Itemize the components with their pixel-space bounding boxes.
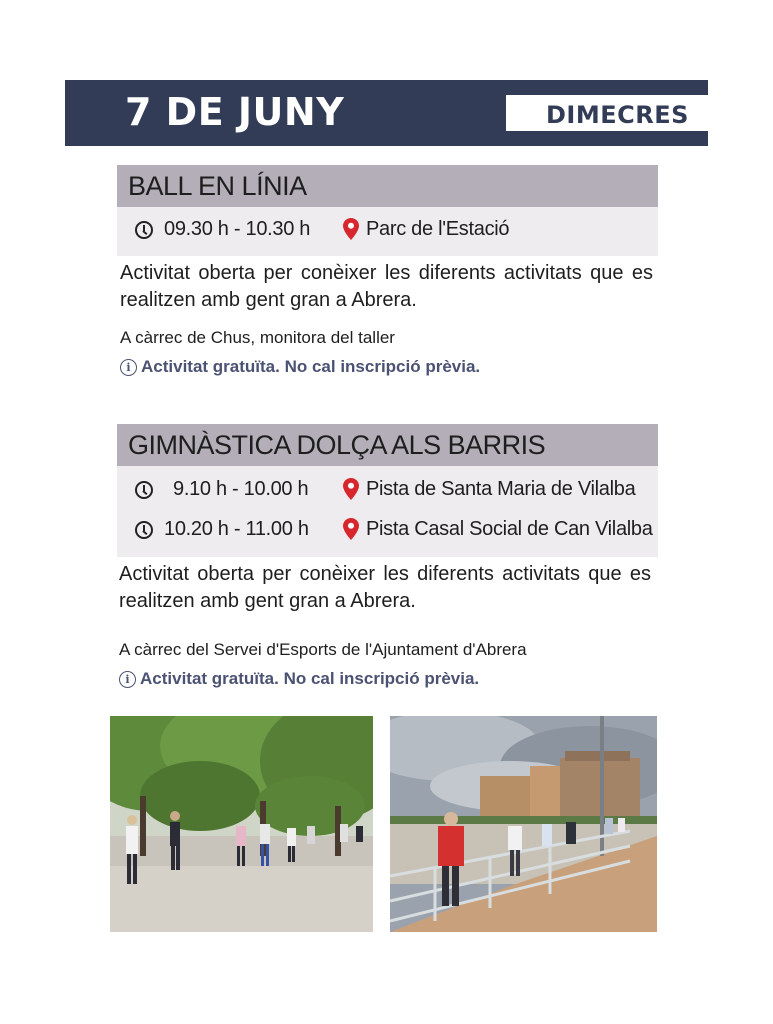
photo-gimnastica bbox=[390, 716, 657, 932]
location-pin-icon bbox=[343, 518, 359, 540]
weekday-badge bbox=[506, 95, 708, 131]
event-description: Activitat oberta per conèixer les diferents activitats que es realitzen amb gent gran a Abrera. bbox=[120, 262, 653, 311]
date-title: 7 DE JUNY bbox=[125, 90, 345, 134]
schedule-place: Parc de l'Estació bbox=[366, 218, 510, 240]
info-icon: i bbox=[119, 671, 136, 688]
court-photo bbox=[390, 716, 657, 932]
schedule-row bbox=[117, 216, 658, 246]
schedule-row bbox=[117, 516, 658, 546]
clock-icon bbox=[135, 481, 153, 499]
info-icon: i bbox=[120, 359, 137, 376]
event-note bbox=[119, 669, 479, 689]
schedule-time: 9.10 h - 10.00 h bbox=[173, 478, 309, 500]
location-pin-icon bbox=[343, 478, 359, 500]
clock-icon bbox=[135, 521, 153, 539]
event-note bbox=[120, 357, 480, 377]
event-title-gimnastica: GIMNÀSTICA DOLÇA ALS BARRIS bbox=[117, 424, 658, 466]
event-description: Activitat oberta per conèixer les diferents activitats que es realitzen amb gent gran a Abrera. bbox=[119, 563, 651, 612]
weekday-label: DIMECRES bbox=[546, 101, 689, 129]
event-organizer: A càrrec de Chus, monitora del taller bbox=[120, 328, 395, 347]
event-schedule-box bbox=[117, 207, 658, 256]
event-title-ball-en-linia: BALL EN LÍNIA bbox=[117, 165, 658, 207]
clock-icon bbox=[135, 221, 153, 239]
schedule-place: Pista Casal Social de Can Vilalba bbox=[366, 518, 653, 540]
date-header bbox=[65, 80, 708, 146]
event-note-text: Activitat gratuïta. No cal inscripció prèvia. bbox=[140, 669, 480, 688]
schedule-place: Pista de Santa Maria de Vilalba bbox=[366, 478, 636, 500]
schedule-time: 10.20 h - 11.00 h bbox=[164, 518, 309, 540]
event-note-text: Activitat gratuïta. No cal inscripció prèvia. bbox=[141, 357, 481, 376]
event-schedule-box bbox=[117, 466, 658, 557]
location-pin-icon bbox=[343, 218, 359, 240]
park-photo bbox=[110, 716, 373, 932]
photo-ball-en-linia bbox=[110, 716, 373, 932]
schedule-time: 09.30 h - 10.30 h bbox=[164, 218, 311, 240]
schedule-row bbox=[117, 476, 658, 506]
event-organizer: A càrrec del Servei d'Esports de l'Ajuntament d'Abrera bbox=[119, 640, 527, 659]
